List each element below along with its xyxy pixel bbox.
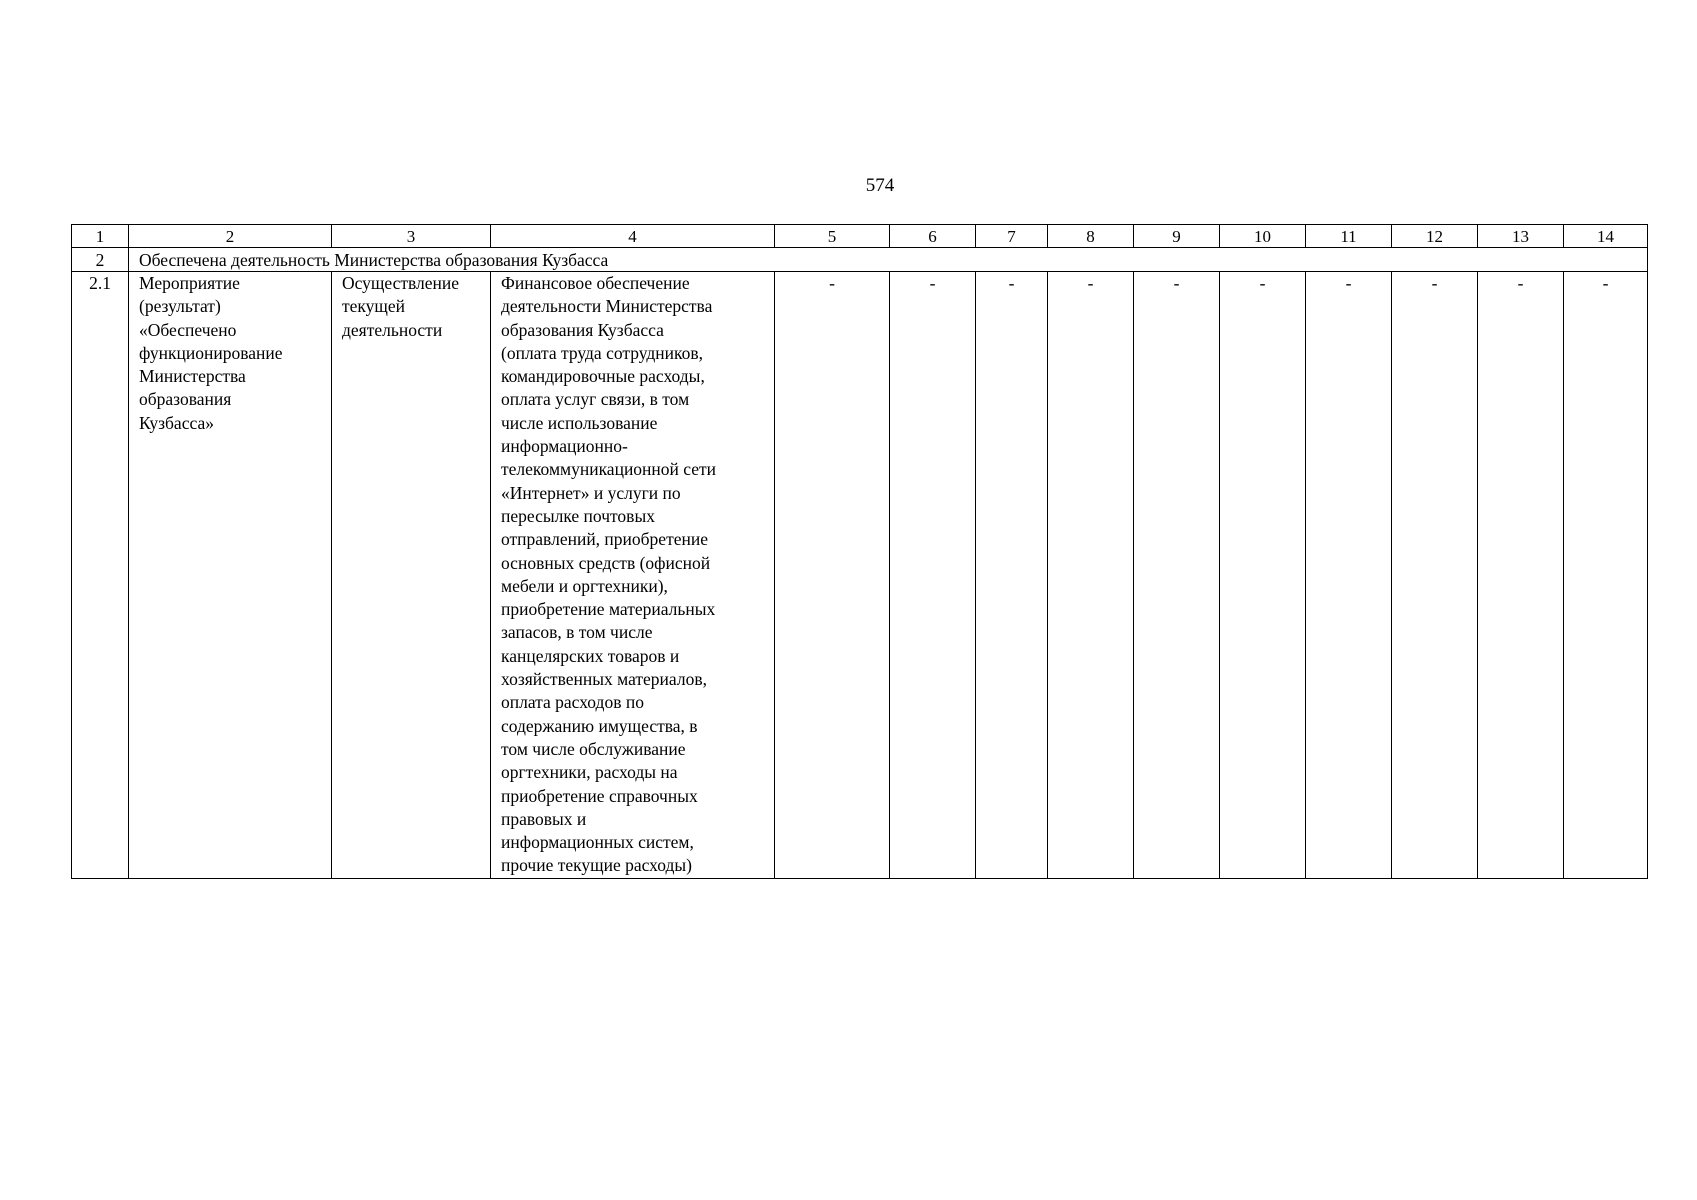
description-line: информационных систем,	[501, 832, 694, 853]
description-line: мебели и оргтехники),	[501, 575, 668, 596]
activity-row	[72, 272, 1648, 879]
description-line: канцелярских товаров и	[501, 645, 680, 666]
description-line: Финансовое обеспечение	[501, 273, 690, 293]
column-header: 2	[129, 225, 332, 248]
description-line: прочие текущие расходы)	[501, 855, 692, 876]
description-line: том числе обслуживание	[501, 738, 686, 759]
value-cell-5: -	[775, 272, 890, 879]
activity-name-line: Кузбасса»	[139, 412, 214, 433]
description-line: приобретение справочных	[501, 785, 698, 806]
description-line: содержанию имущества, в	[501, 715, 698, 736]
description-line: пересылке почтовых	[501, 505, 655, 526]
description-line: (оплата труда сотрудников,	[501, 342, 704, 363]
description-line: числе использование	[501, 412, 658, 433]
program-table	[71, 224, 1648, 879]
activity-type-line: Осуществление	[342, 273, 460, 293]
section-row	[72, 248, 1648, 272]
description-line: запасов, в том числе	[501, 622, 653, 643]
value-cell-6: -	[890, 272, 976, 879]
column-header: 4	[491, 225, 775, 248]
column-header: 5	[775, 225, 890, 248]
description-line: оргтехники, расходы на	[501, 762, 678, 783]
column-header: 9	[1134, 225, 1220, 248]
section-title: Обеспечена деятельность Министерства образования Кузбасса	[129, 248, 1648, 272]
column-header: 13	[1478, 225, 1564, 248]
value-cell-14: -	[1564, 272, 1648, 879]
activity-number: 2.1	[72, 272, 129, 879]
value-cell-11: -	[1306, 272, 1392, 879]
column-header: 10	[1220, 225, 1306, 248]
activity-name-line: Мероприятие	[139, 273, 240, 293]
value-cell-12: -	[1392, 272, 1478, 879]
column-header: 12	[1392, 225, 1478, 248]
activity-type-cell	[332, 272, 491, 879]
activity-type-line: текущей	[342, 296, 406, 317]
activity-name-line: (результат)	[139, 296, 221, 317]
activity-name-line: функционирование	[139, 342, 283, 363]
page-number: 574	[865, 175, 895, 196]
value-cell-13: -	[1478, 272, 1564, 879]
description-line: деятельности Министерства	[501, 296, 713, 317]
activity-name-cell	[129, 272, 332, 879]
value-cell-8: -	[1048, 272, 1134, 879]
description-line: оплата услуг связи, в том	[501, 389, 690, 410]
description-line: телекоммуникационной сети	[501, 459, 717, 480]
description-line: командировочные расходы,	[501, 366, 705, 387]
description-line: правовых и	[501, 808, 587, 829]
description-line: образования Кузбасса	[501, 319, 664, 340]
activity-type-line: деятельности	[342, 319, 443, 340]
column-header: 14	[1564, 225, 1648, 248]
column-header: 6	[890, 225, 976, 248]
activity-description-cell	[491, 272, 775, 879]
value-cell-9: -	[1134, 272, 1220, 879]
column-number-row	[72, 225, 1648, 248]
column-header: 1	[72, 225, 129, 248]
column-header: 8	[1048, 225, 1134, 248]
description-line: оплата расходов по	[501, 692, 644, 713]
value-cell-7: -	[976, 272, 1048, 879]
activity-name-line: «Обеспечено	[139, 319, 237, 340]
description-line: приобретение материальных	[501, 599, 716, 620]
description-line: основных средств (офисной	[501, 552, 711, 573]
column-header: 3	[332, 225, 491, 248]
section-number: 2	[72, 248, 129, 272]
description-line: хозяйственных материалов,	[501, 669, 707, 690]
description-line: «Интернет» и услуги по	[501, 482, 681, 503]
description-line: отправлений, приобретение	[501, 529, 708, 550]
description-line: информационно-	[501, 436, 628, 457]
column-header: 7	[976, 225, 1048, 248]
activity-name-line: образования	[139, 389, 232, 410]
activity-name-line: Министерства	[139, 366, 246, 387]
column-header: 11	[1306, 225, 1392, 248]
value-cell-10: -	[1220, 272, 1306, 879]
